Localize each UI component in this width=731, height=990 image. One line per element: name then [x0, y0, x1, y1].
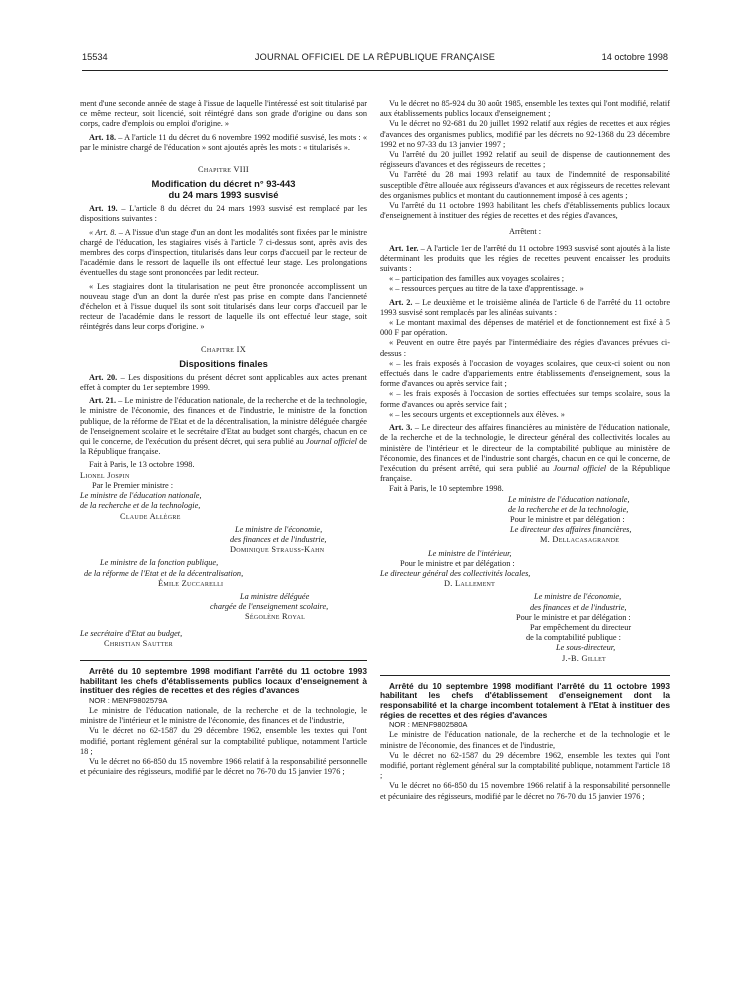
- signature-line: de la recherche et de la technologie,: [80, 501, 201, 511]
- article-19: Art. 19. – L'article 8 du décret du 24 mars 1993 susvisé est remplacé par les dispositions suivantes :: [80, 204, 367, 224]
- page-number: 15534: [82, 52, 108, 62]
- signatory: Dominique Strauss-Kahn: [230, 545, 325, 555]
- signature-date: Fait à Paris, le 13 octobre 1998.: [89, 460, 195, 470]
- paragraph: « Peuvent en outre être payés par l'intermédiaire des régies d'avances prévues ci-dessus :: [380, 338, 670, 358]
- signatory: M. Dellacasagrande: [540, 535, 620, 545]
- article-label: Art. 3.: [389, 423, 413, 433]
- list-item: « – les secours urgents et exceptionnels aux élèves. »: [389, 409, 565, 419]
- paragraph: ment d'une seconde année de stage à l'issue de laquelle l'intéressé est soit titularisé par ce même recteur, soit licencié, soit réintégré dans son grade d'origine ou dans son corps, cadre d'emplois ou emploi d'origine. »: [80, 99, 367, 129]
- chapter-heading: Chapitre VIII: [198, 165, 249, 175]
- signatory: Lionel Jospin: [80, 470, 130, 480]
- nor-reference: NOR : MENF9802579A: [89, 695, 168, 705]
- section-title: Dispositions finales: [179, 357, 268, 369]
- paragraph: Vu le décret no 62-1587 du 29 décembre 1962, ensemble les textes qui l'ont modifié, portant règlement général sur la comptabilité publique, notamment l'article 18 ;: [80, 726, 367, 756]
- signature-line: des finances et de l'industrie,: [230, 534, 327, 544]
- signatory: J.-B. Gillet: [562, 653, 606, 663]
- paragraph: Le ministre de l'éducation nationale, de la recherche et de la technologie et le ministre de l'économie, des finances et de l'industrie,: [380, 730, 670, 750]
- header-rule: [82, 70, 668, 71]
- article-label: Art. 21.: [89, 396, 117, 406]
- article-8-quote: « Art. 8. – A l'issue d'un stage d'un an dont les modalités sont fixées par le ministre chargé de l'éducation, les stagiaires visés à l'article 7 ci-dessus sont, après avis des membres des corps d'inspection, titularisés dans leur corps d'accueil par le recteur de l'académie dans le ressort de laquelle ils ont effectué leur stage. Les prolongations éventuelles du stage sont prononcées par ledit recteur.: [80, 227, 367, 278]
- article-label: Art. 1er.: [389, 243, 419, 253]
- section-title: Modification du décret n° 93-443: [151, 178, 296, 190]
- signatory: Émile Zuccarelli: [158, 578, 224, 588]
- section-title: du 24 mars 1993 susvisé: [168, 189, 279, 201]
- paragraph: Vu l'arrêté du 20 juillet 1992 relatif au seuil de dispense de cautionnement des régisseurs d'avances et des régisseurs de recettes ;: [380, 150, 670, 170]
- article-21: Art. 21. – Le ministre de l'éducation nationale, de la recherche et de la technologie, le ministre de l'économie, des finances et de l'industrie, le ministre de la fonction publique, de la réforme de l'Etat et de la décentralisation, la ministre déléguée chargée de l'enseignement scolaire et le secrétaire d'Etat au budget sont chargés, chacun en ce qui le concerne, de l'exécution du présent décret, qui sera publié au Journal officiel de la République française.: [80, 396, 367, 457]
- signature-line: Par empêchement du directeur: [530, 622, 632, 632]
- article-1: Art. 1er. – A l'article 1er de l'arrêté du 11 octobre 1993 susvisé sont ajoutés à la liste déterminant les produits que les régies de recettes peuvent encaisser les produits suivants :: [380, 243, 670, 274]
- signature-line: Le secrétaire d'Etat au budget,: [80, 628, 183, 638]
- paragraph: Vu le décret no 62-1587 du 29 décembre 1962, ensemble les textes qui l'ont modifié, portant règlement général sur la comptabilité publique, notamment l'article 18 ;: [380, 750, 670, 781]
- signature-line: Pour le ministre et par délégation :: [510, 514, 625, 524]
- section-rule: [380, 675, 670, 676]
- signature-line: Pour le ministre et par délégation :: [400, 558, 515, 568]
- signature-line: Pour le ministre et par délégation :: [516, 612, 631, 622]
- chapter-heading: Chapitre IX: [201, 344, 246, 354]
- nor-reference: NOR : MENF9802580A: [389, 720, 468, 730]
- journal-title: JOURNAL OFFICIEL DE LA RÉPUBLIQUE FRANÇAISE: [254, 52, 496, 62]
- signature-date: Fait à Paris, le 10 septembre 1998.: [389, 484, 504, 494]
- signature-line: de la réforme de l'Etat et de la décentralisation,: [84, 568, 244, 578]
- signatory: Christian Sautter: [104, 638, 173, 648]
- paragraph: Le ministre de l'éducation nationale, de la recherche et de la technologie, le ministre de l'intérieur et le ministre de l'économie, des finances et de l'industrie,: [80, 705, 367, 726]
- paragraph: Vu l'arrêté du 11 octobre 1993 habilitant les chefs d'établissements publics locaux d'enseignement à instituer des régies de recettes et des régies d'avances,: [380, 201, 670, 221]
- signature-line: Le ministre de la fonction publique,: [100, 558, 219, 568]
- paragraph: Vu l'arrêté du 28 mai 1993 relatif au taux de l'indemnité de responsabilité susceptible d'être allouée aux régisseurs d'avances et aux régisseurs de recettes relevant des organismes publics et montant du cautionnement imposé à ces agents ;: [380, 170, 670, 200]
- signatory: Claude Allègre: [120, 511, 181, 521]
- article-2: Art. 2. – Le deuxième et le troisième alinéa de l'article 6 de l'arrêté du 11 octobre 1993 susvisé sont remplacés par les alinéas suivants :: [380, 297, 671, 317]
- page-header: [82, 50, 668, 66]
- issue-date: 14 octobre 1998: [601, 52, 668, 62]
- signature-line: chargée de l'enseignement scolaire,: [210, 602, 329, 612]
- arretent: Arrêtent :: [508, 227, 542, 237]
- signatory: D. Lallement: [444, 579, 496, 589]
- signature-line: La ministre déléguée: [240, 591, 310, 601]
- article-label: Art. 2.: [389, 297, 413, 307]
- signature-line: de la recherche et de la technologie,: [508, 504, 629, 514]
- signature-line: Le ministre de l'éducation nationale,: [80, 491, 202, 501]
- list-item: « – participation des familles aux voyages scolaires ;: [389, 274, 565, 284]
- paragraph: « Le montant maximal des dépenses de matériel et de fonctionnement est fixé à 5 000 F par opération.: [380, 318, 670, 338]
- article-label: Art. 18.: [89, 132, 117, 142]
- signatory: Ségolène Royal: [245, 612, 306, 622]
- signature-line: Le ministre de l'éducation nationale,: [508, 494, 630, 504]
- decree-title: Arrêté du 10 septembre 1998 modifiant l'arrêté du 11 octobre 1993 habilitant les chefs d'établissement d'enseignement dont la responsabilité et la charge incombent totalement à l'Etat à instituer des régies de recettes et des régies d'avances: [380, 680, 670, 720]
- list-item: « – ressources perçues au titre de la taxe d'apprentissage. »: [389, 284, 584, 294]
- signature-line: des finances et de l'industrie,: [530, 602, 627, 612]
- article-18: Art. 18. – A l'article 11 du décret du 6 novembre 1992 modifié susvisé, les mots : « par le ministre chargé de l'éducation » sont ajoutés après les mots : « titularisés ».: [80, 132, 367, 152]
- paragraph: Vu le décret no 85-924 du 30 août 1985, ensemble les textes qui l'ont modifié, relatif aux établissements publics locaux d'enseignement ;: [380, 99, 670, 119]
- article-3: Art. 3. – Le directeur des affaires financières au ministère de l'éducation nationale, de la recherche et de la technologie, le directeur général des collectivités locales au ministère de l'intérieur et le directeur de la comptabilité publique au ministère de l'économie, des finances et de l'industrie sont chargés, chacun en ce qui le concerne, de l'exécution du présent arrêté, qui sera publié au Journal officiel de la République française.: [380, 423, 670, 484]
- right-column: [380, 99, 670, 802]
- list-item: « – les frais exposés à l'occasion de sorties effectuées sur temps scolaire, sous la forme d'avances ou après service fait ;: [380, 389, 670, 409]
- section-rule: [80, 660, 367, 661]
- article-label: Art. 19.: [89, 204, 118, 214]
- list-item: « – les frais exposés à l'occasion de voyages scolaires, que ceux-ci soient ou non effectués dans le cadre d'appariements entre établissements d'enseignement, sous la forme d'avances ou après service fait ;: [380, 358, 670, 389]
- paragraph: Vu le décret no 66-850 du 15 novembre 1966 relatif à la responsabilité personnelle et pécuniaire des régisseurs, modifié par le décret no 76-70 du 15 janvier 1976 ;: [380, 781, 670, 801]
- paragraph: Vu le décret no 66-850 du 15 novembre 1966 relatif à la responsabilité personnelle et pécuniaire des régisseurs, modifié par le décret no 76-70 du 15 janvier 1976 ;: [80, 756, 367, 777]
- signature-line: Par le Premier ministre :: [92, 480, 174, 490]
- signature-line: de la comptabilité publique :: [526, 633, 621, 643]
- article-label: Art. 20.: [89, 372, 118, 382]
- paragraph: Vu le décret no 92-681 du 20 juillet 1992 relatif aux régies de recettes et aux régies d'avances des organismes publics, modifié par les décrets no 92-1368 du 23 décembre 1992 et no 97-33 du 13 janvier 1997 ;: [380, 119, 670, 149]
- signature-line: Le ministre de l'économie,: [534, 592, 622, 602]
- paragraph: « Les stagiaires dont la titularisation ne peut être prononcée accomplissent un nouveau stage d'un an dont la durée n'est pas prise en compte dans l'ancienneté d'échelon et à l'issue duquel ils sont soit titularisés dans leur corps d'accueil par le recteur de l'académie dans le ressort de laquelle ils ont effectué leur stage, soit réintégrés dans leur corps d'origine. »: [80, 281, 367, 332]
- signature-line: Le directeur des affaires financières,: [510, 525, 632, 535]
- decree-title: Arrêté du 10 septembre 1998 modifiant l'arrêté du 11 octobre 1993 habilitant les chefs d'établissements publics locaux d'enseignement à instituer des régies de recettes et des régies d'avances: [80, 665, 367, 696]
- signature-line: Le ministre de l'intérieur,: [428, 548, 512, 558]
- article-label: « Art. 8.: [89, 227, 117, 237]
- signature-line: Le directeur général des collectivités locales,: [380, 568, 531, 578]
- signature-line: Le sous-directeur,: [556, 643, 616, 653]
- left-column: [80, 99, 367, 777]
- article-20: Art. 20. – Les dispositions du présent décret sont applicables aux actes prenant effet à compter du 1er septembre 1999.: [80, 372, 367, 393]
- signature-line: Le ministre de l'économie,: [235, 524, 323, 534]
